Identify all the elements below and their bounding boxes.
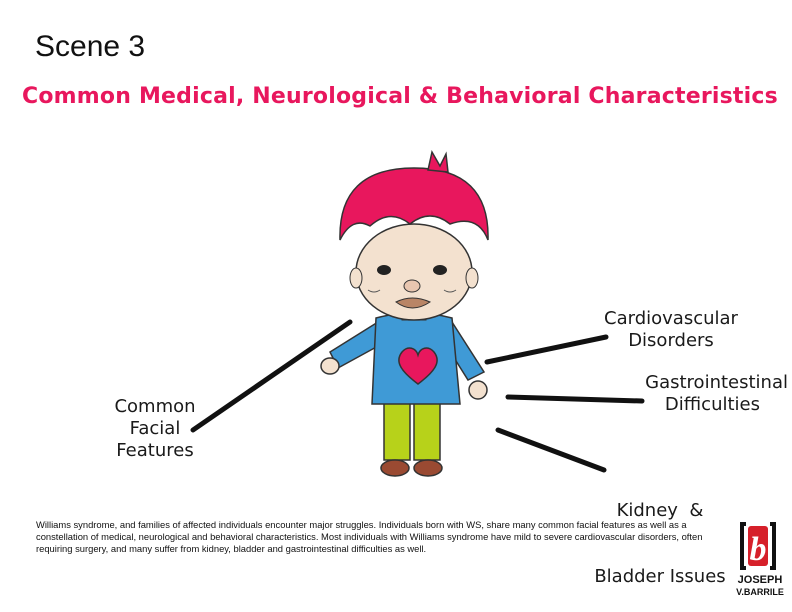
label-gastrointestinal-difficulties <box>628 372 788 416</box>
child-figure <box>321 152 488 476</box>
label-line: Cardiovascular <box>604 308 738 329</box>
logo-mark-icon <box>736 520 780 572</box>
label-line: Kidney & <box>616 500 704 521</box>
connector-gastro <box>508 397 642 401</box>
logo-name-line1: JOSEPH <box>737 574 783 586</box>
right-shoe <box>414 460 442 476</box>
diagram-subtitle: Common Medical, Neurological & Behavioral Characteristics <box>22 84 778 109</box>
left-hand <box>321 358 339 374</box>
caption-text: Williams syndrome, and families of affected individuals encounter major struggles. Individuals born with WS, share many common facial features as well as a constellation of medical, neurological and behavioral characteristics. Most individuals with Williams syndrome have mild to severe cardiovascular disorders, often requiring surgery, and many suffer from kidney, bladder and gastrointestinal difficulties as well. <box>36 519 703 554</box>
author-logo <box>730 520 788 606</box>
right-eye <box>433 265 447 275</box>
left-shoe <box>381 460 409 476</box>
label-line: Bladder Issues <box>594 566 726 587</box>
left-leg <box>384 398 410 460</box>
left-eye <box>377 265 391 275</box>
label-common-facial-features <box>100 396 210 462</box>
logo-name-line2: V.BARRILE <box>736 587 784 597</box>
connector-cardio <box>487 337 606 362</box>
scene-title: Scene 3 <box>35 30 146 63</box>
label-line: Difficulties <box>664 394 760 415</box>
left-ear <box>350 268 362 288</box>
connector-facial <box>193 322 350 430</box>
right-leg <box>414 398 440 460</box>
logo-letter: b <box>749 531 767 568</box>
logo-name <box>730 574 790 598</box>
hair-tuft <box>428 152 448 172</box>
label-line: Facial <box>129 418 181 439</box>
nose <box>404 280 420 292</box>
right-hand <box>469 381 487 399</box>
label-line: Features <box>116 440 194 461</box>
label-line: Common <box>114 396 196 417</box>
label-cardiovascular-disorders <box>596 308 746 352</box>
label-line: Gastrointestinal <box>645 372 788 393</box>
right-ear <box>466 268 478 288</box>
connector-kidney <box>498 430 604 470</box>
label-line: Disorders <box>628 330 714 351</box>
